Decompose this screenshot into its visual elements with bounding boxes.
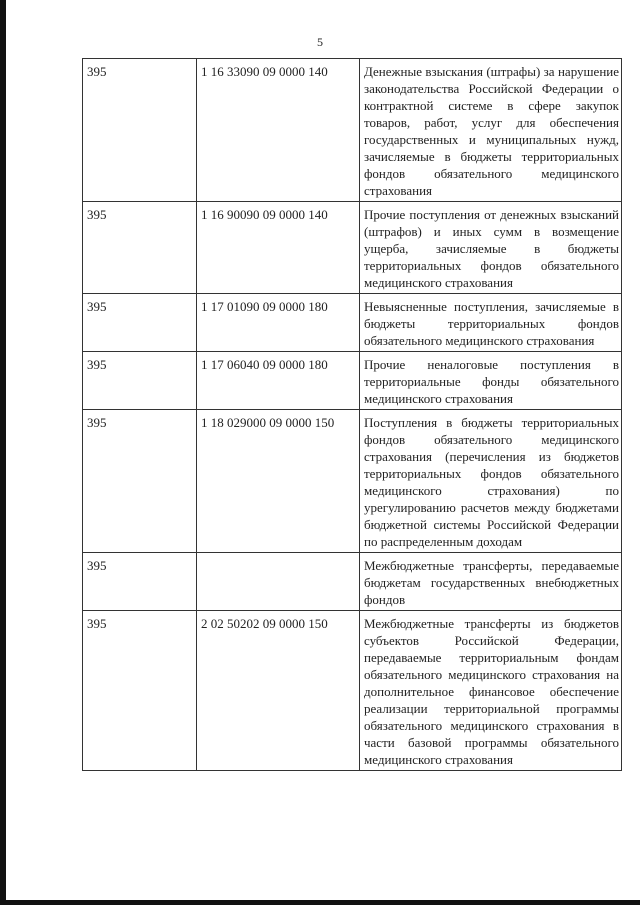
budget-code-cell: 1 17 01090 09 0000 180	[197, 294, 360, 352]
admin-code-cell: 395	[83, 59, 197, 202]
table-row	[83, 611, 622, 771]
table-row	[83, 202, 622, 294]
table-row	[83, 59, 622, 202]
description-cell: Невыясненные поступления, зачисляемые в бюджеты территориальных фондов обязательного медицинского страхования	[360, 294, 622, 352]
budget-code-cell: 1 16 90090 09 0000 140	[197, 202, 360, 294]
table-row	[83, 294, 622, 352]
scan-edge-left	[0, 0, 6, 905]
admin-code-cell: 395	[83, 202, 197, 294]
description-cell: Межбюджетные трансферты, передаваемые бюджетам государственных внебюджетных фондов	[360, 553, 622, 611]
budget-code-cell: 1 16 33090 09 0000 140	[197, 59, 360, 202]
table-row	[83, 352, 622, 410]
budget-code-cell: 1 17 06040 09 0000 180	[197, 352, 360, 410]
description-cell: Поступления в бюджеты территориальных фондов обязательного медицинского страхования (перечисления из бюджетов территориальных фондов обязательного медицинского страхования) по урегулированию расчетов между бюджетами бюджетной системы Российской Федерации по распределенным доходам	[360, 410, 622, 553]
admin-code-cell: 395	[83, 352, 197, 410]
budget-code-cell: 1 18 029000 09 0000 150	[197, 410, 360, 553]
page-number: 5	[317, 35, 323, 49]
table-row	[83, 553, 622, 611]
description-cell: Прочие неналоговые поступления в территориальные фонды обязательного медицинского страхования	[360, 352, 622, 410]
admin-code-cell: 395	[83, 553, 197, 611]
admin-code-cell: 395	[83, 410, 197, 553]
revenue-codes-table	[82, 58, 622, 771]
admin-code-cell: 395	[83, 611, 197, 771]
scan-edge-bottom	[0, 900, 640, 905]
budget-code-cell: 2 02 50202 09 0000 150	[197, 611, 360, 771]
description-cell: Денежные взыскания (штрафы) за нарушение законодательства Российской Федерации о контрактной системе в сфере закупок товаров, работ, услуг для обеспечения государственных и муниципальных нужд, зачисляемые в бюджеты территориальных фондов обязательного медицинского страхования	[360, 59, 622, 202]
description-cell: Межбюджетные трансферты из бюджетов субъектов Российской Федерации, передаваемые территориальным фондам обязательного медицинского страхования на дополнительное финансовое обеспечение реализации территориальной программы обязательного медицинского страхования в части базовой программы обязательного медицинского страхования	[360, 611, 622, 771]
admin-code-cell: 395	[83, 294, 197, 352]
budget-code-cell	[197, 553, 360, 611]
table-row	[83, 410, 622, 553]
description-cell: Прочие поступления от денежных взысканий (штрафов) и иных сумм в возмещение ущерба, зачисляемые в бюджеты территориальных фондов обязательного медицинского страхования	[360, 202, 622, 294]
